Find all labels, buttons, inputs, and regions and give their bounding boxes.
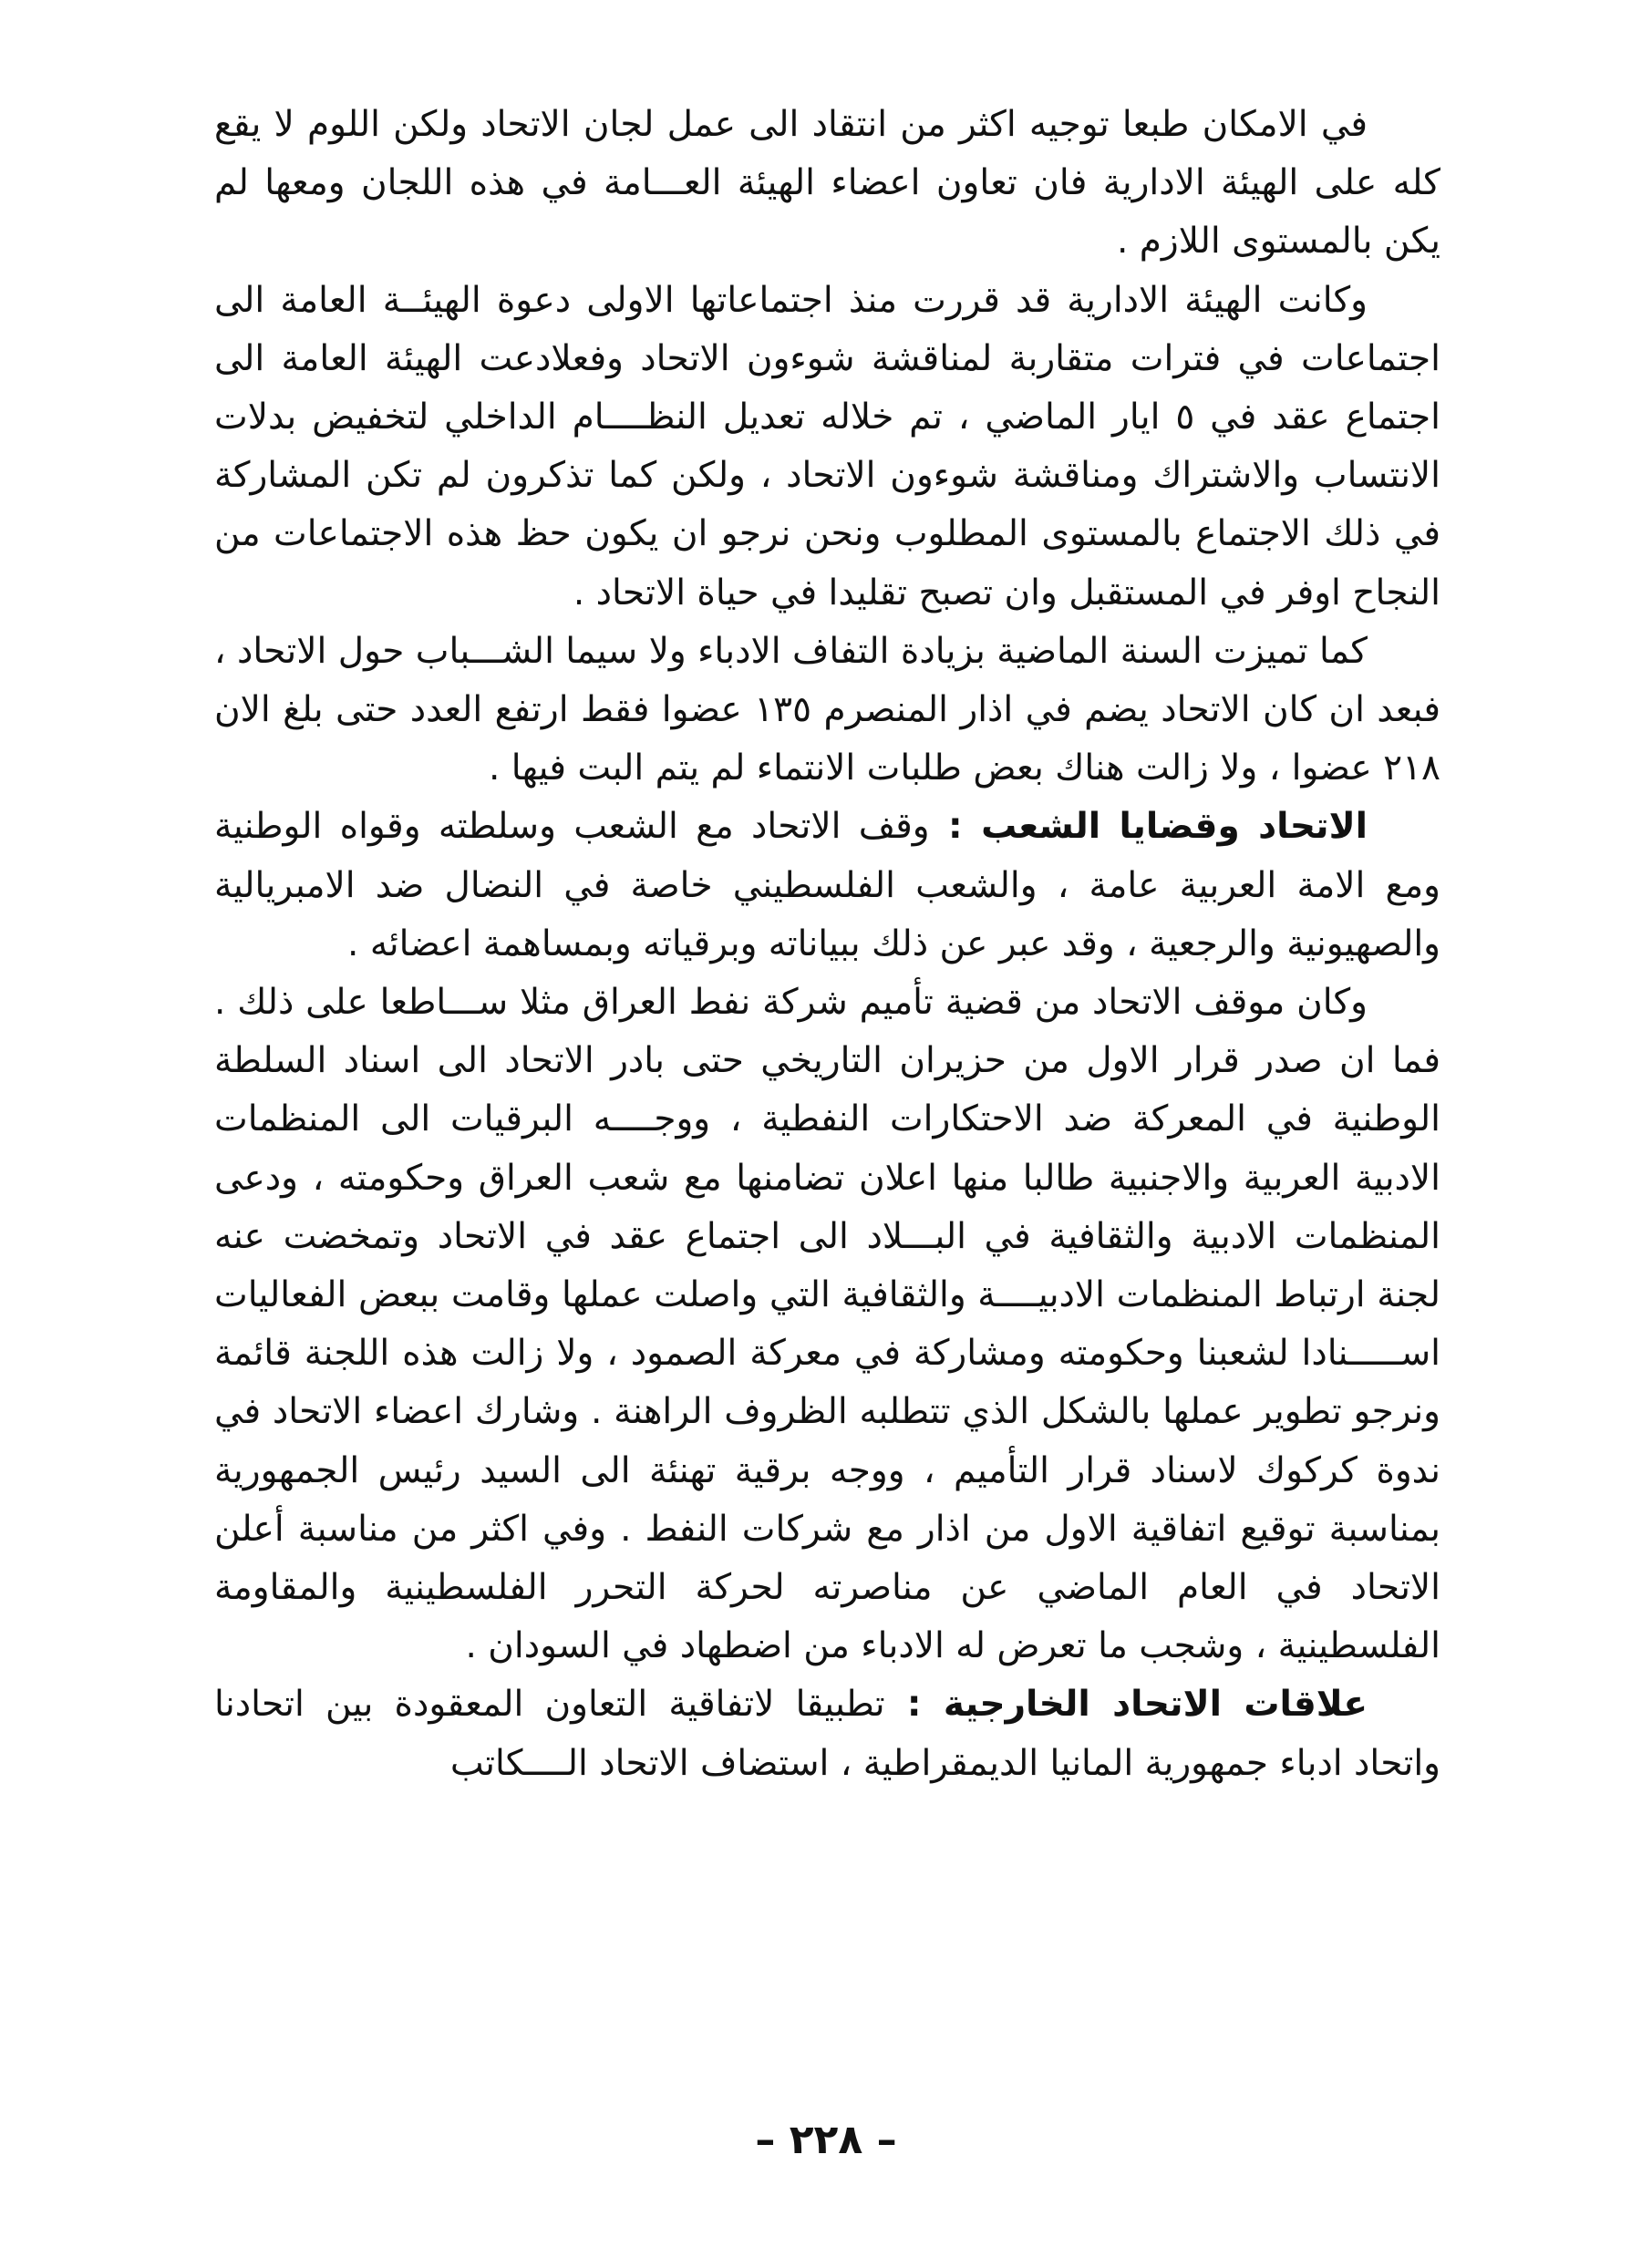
- paragraph-people-issues: [214, 798, 1440, 974]
- paragraph-text: تطبيقا لاتفاقية التعاون المعقودة بين اتحادنا واتحاد ادباء جمهورية المانيا الديمقراطية ، استضاف الاتحاد الــــكاتب: [214, 1684, 1440, 1784]
- paragraph-text: وكان موقف الاتحاد من قضية تأميم شركة نفط العراق مثلا ســـاطعا على ذلك . فما ان صدر قرار الاول من حزيران التاريخي حتى بادر الاتحاد الى اسناد السلطة الوطنية في المعركة ضد الاحتكارات النفطية ، ووجــــه البرقيات الى المنظمات الادبية العربية والاجنبية طالبا منها اعلان تضامنها مع شعب العراق وحكومته ، ودعى المنظمات الادبية والثقافية في البـــلاد الى اجتماع عقد في الاتحاد وتمخضت عنه لجنة ارتباط المنظمات الادبيــــة والثقافية التي واصلت عملها وقامت ببعض الفعاليات اســـــنادا لشعبنا وحكومته ومشاركة في معركة الصمود ، ولا زالت هذه اللجنة قائمة ونرجو تطوير عملها بالشكل الذي تتطلبه الظروف الراهنة . وشارك اعضاء الاتحاد في ندوة كركوك لاسناد قرار التأميم ، ووجه برقية تهنئة الى السيد رئيس الجمهورية بمناسبة توقيع اتفاقية الاول من اذار مع شركات النفط . وفي اكثر من مناسبة أعلن الاتحاد في العام الماضي عن مناصرته لحركة التحرر الفلسطينية والمقاومة الفلسطينية ، وشجب ما تعرض له الادباء من اضطهاد في السودان .: [214, 982, 1440, 1667]
- paragraph-oil-nationalization: [214, 974, 1440, 1675]
- page-number: – ٢٢٨ –: [755, 2117, 897, 2163]
- body-text: [214, 96, 1440, 1793]
- section-heading-foreign-relations: علاقات الاتحاد الخارجية :: [884, 1684, 1368, 1726]
- paragraph-foreign-relations: [214, 1675, 1440, 1792]
- paragraph-text: كما تميزت السنة الماضية بزيادة التفاف الادباء ولا سيما الشـــباب حول الاتحاد ، فبعد ان كان الاتحاد يضم في اذار المنصرم ١٣٥ عضوا فقط ارتفع العدد حتى بلغ الان ٢١٨ عضوا ، ولا زالت هناك بعض طلبات الانتماء لم يتم البت فيها .: [214, 630, 1440, 789]
- paragraph-committees: [214, 96, 1440, 272]
- paragraph-membership: [214, 623, 1440, 799]
- paragraph-text: وكانت الهيئة الادارية قد قررت منذ اجتماعاتها الاولى دعوة الهيئــة العامة الى اجتماعات في فترات متقاربة لمناقشة شوءون الاتحاد وفعلادعت الهيئة العامة الى اجتماع عقد في ٥ ايار الماضي ، تم خلاله تعديل النظــــام الداخلي لتخفيض بدلات الانتساب والاشتراك ومناقشة شوءون الاتحاد ، ولكن كما تذكرون لم تكن المشاركة في ذلك الاجتماع بالمستوى المطلوب ونحن نرجو ان يكون حظ هذه الاجتماعات من النجاح اوفر في المستقبل وان تصبح تقليدا في حياة الاتحاد .: [214, 279, 1440, 613]
- paragraph-text: وقف الاتحاد مع الشعب وسلطته وقواه الوطنية ومع الامة العربية عامة ، والشعب الفلسطيني خاصة في النضال ضد الامبريالية والصهيونية والرجعية ، وقد عبر عن ذلك ببياناته وبرقياته وبمساهمة اعضائه .: [214, 806, 1440, 964]
- paragraph-general-assembly: [214, 272, 1440, 623]
- paragraph-text: في الامكان طبعا توجيه اكثر من انتقاد الى عمل لجان الاتحاد ولكن اللوم لا يقع كله على الهيئة الادارية فان تعاون اعضاء الهيئة العـــامة في هذه اللجان ومعها لم يكن بالمستوى اللازم .: [214, 104, 1440, 263]
- section-heading-people-issues: الاتحاد وقضايا الشعب :: [929, 806, 1368, 848]
